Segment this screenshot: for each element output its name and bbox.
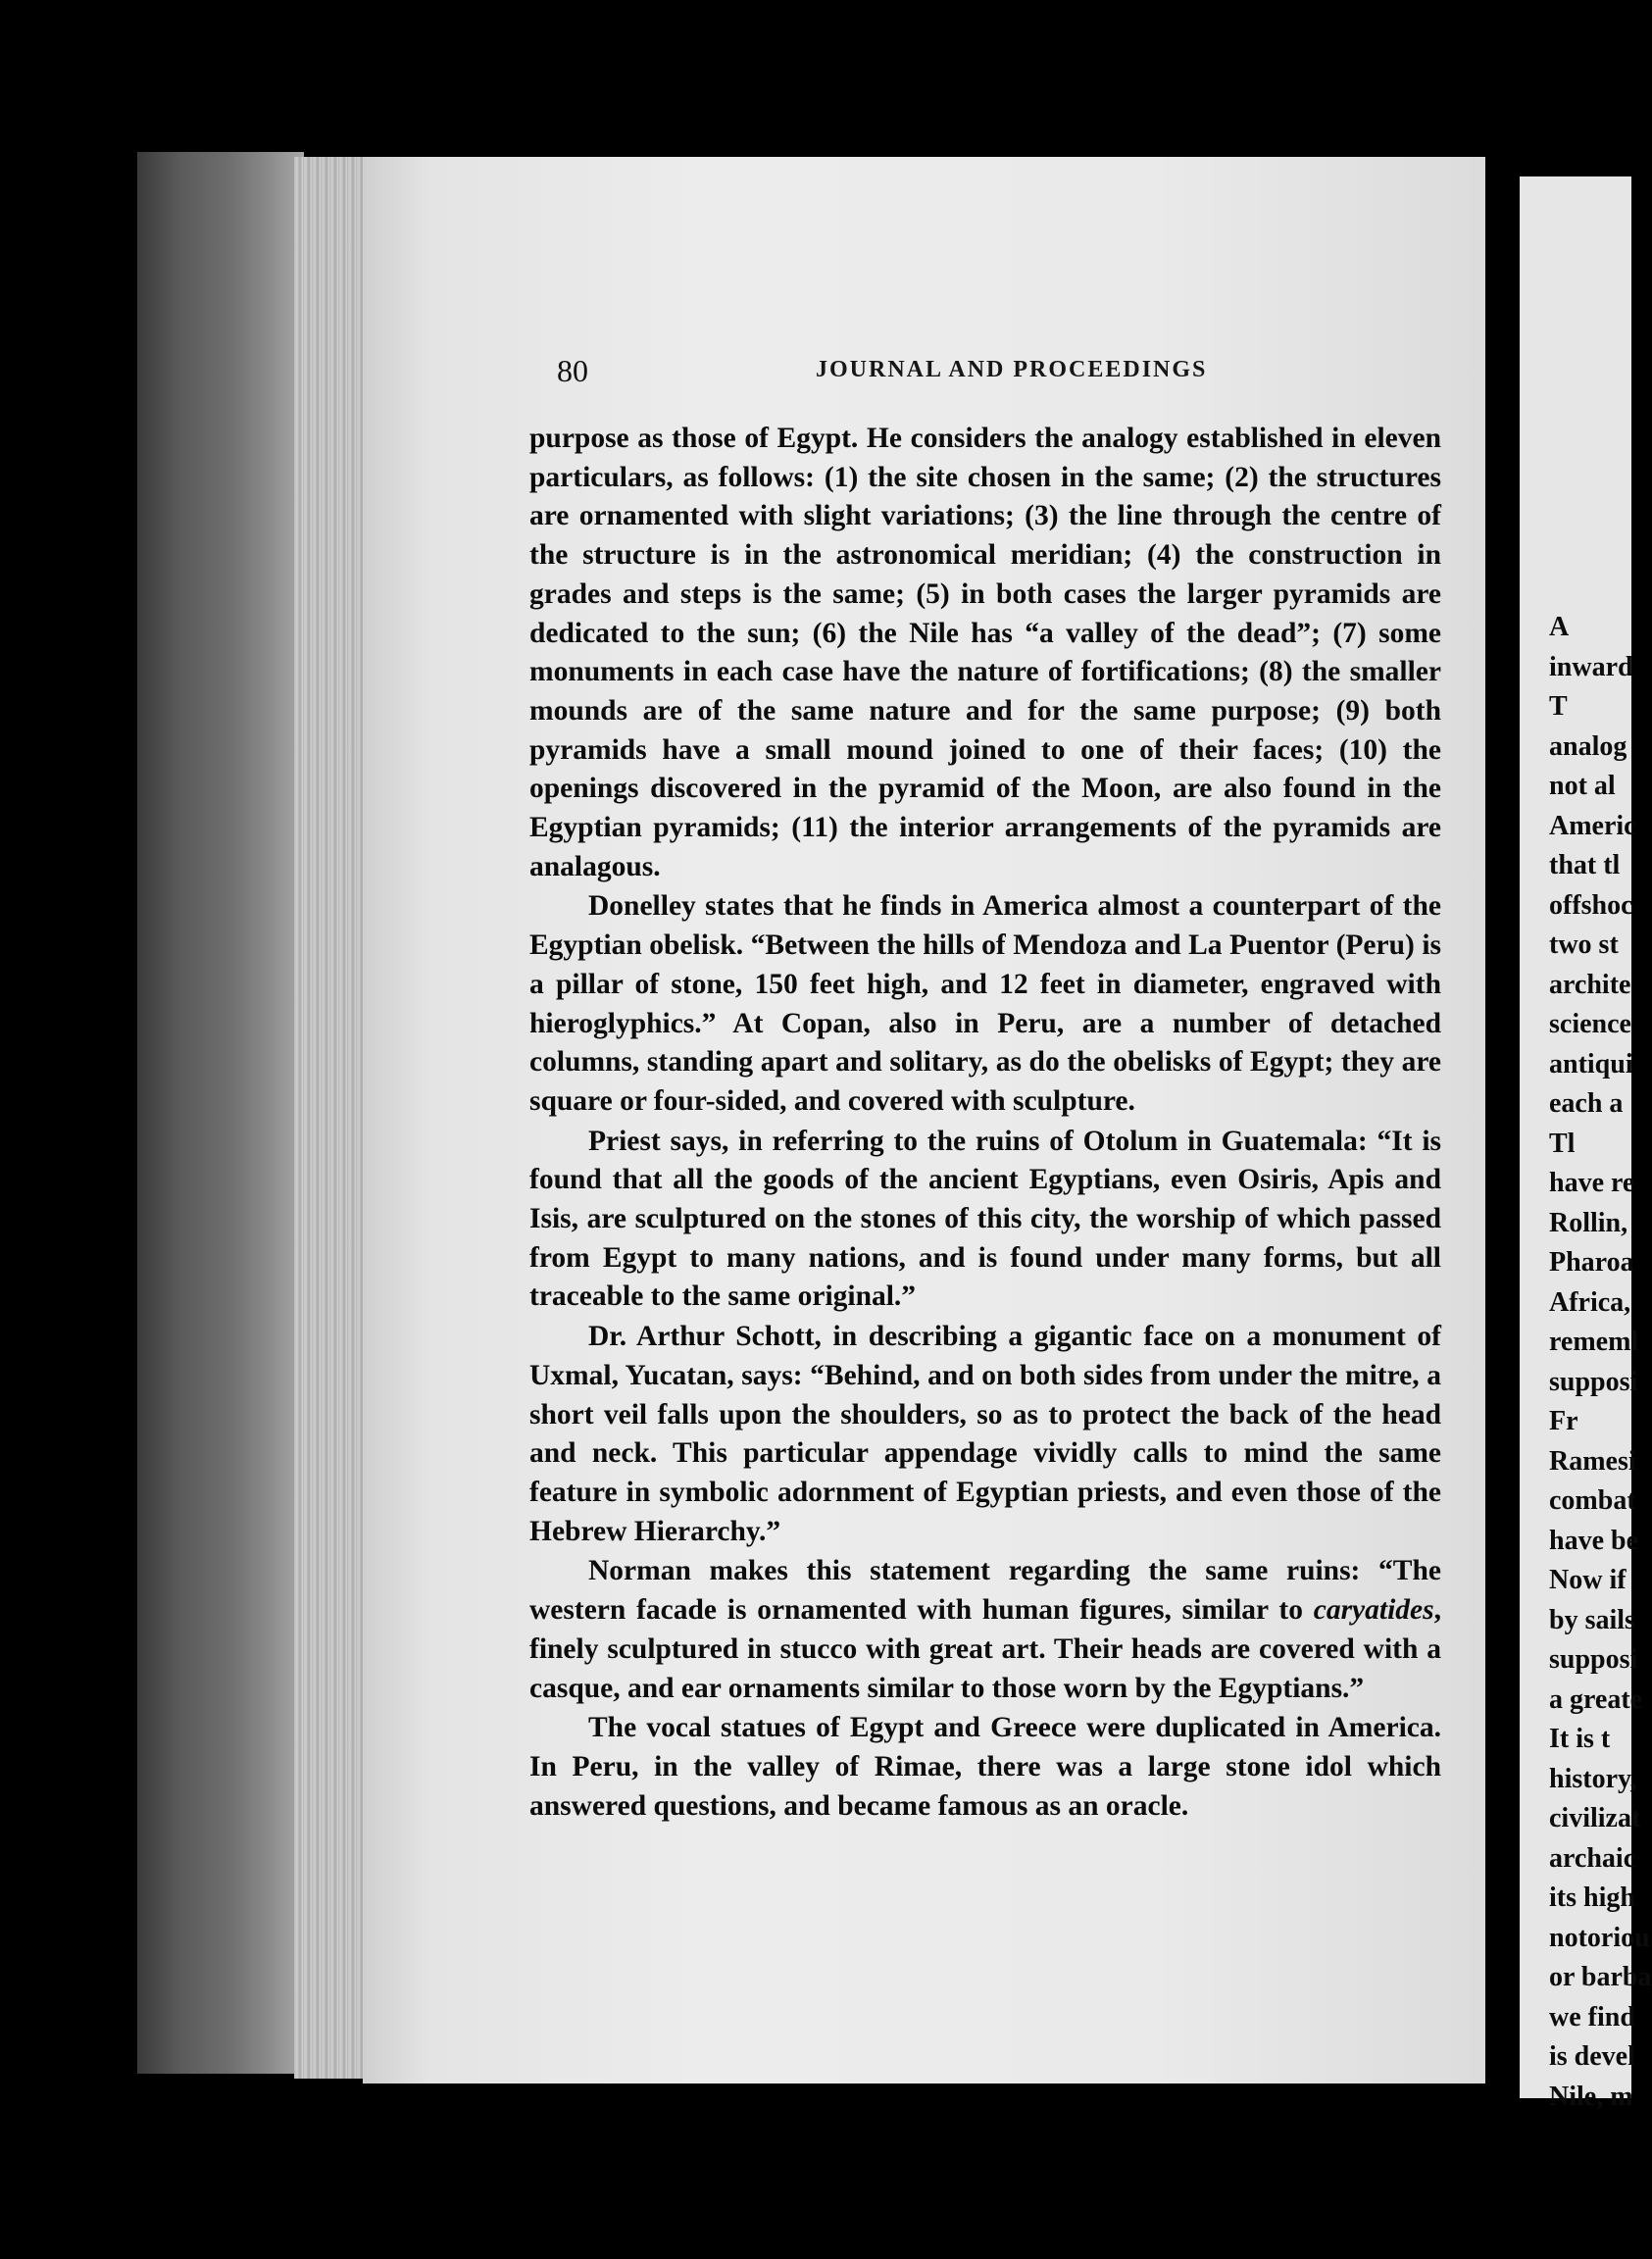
facing-page-line: notoriou (1549, 1922, 1650, 1953)
facing-page-line: inward (1549, 651, 1633, 682)
paragraph-priest: Priest says, in referring to the ruins of Otolum in Guatemala: “It is found that all the goods of the ancient Egyptians, even Osiris, Apis and Isis, are sculptured on the stones of this city, the worship of which passed from Egypt to many nations, and is found under many forms, but all traceable to the same original.” (529, 1125, 1441, 1313)
facing-page-line: antiqui (1549, 1048, 1633, 1079)
page-body (529, 420, 1441, 1827)
norman-text-after: , finely sculptured in stucco with great art. Their heads are covered with a casque, and ear ornaments similar to those worn by the Egyptians.” (529, 1594, 1441, 1704)
page-number: 80 (557, 353, 588, 388)
facing-page-line: history, (1549, 1763, 1637, 1794)
facing-page-line: a greate (1549, 1683, 1643, 1715)
book-binding-edge (137, 152, 304, 2074)
facing-page-line: is devel (1549, 2041, 1635, 2072)
norman-italic-term: caryatides (1313, 1594, 1434, 1627)
facing-page-line: we find (1549, 2001, 1635, 2033)
facing-page-line: have re (1549, 1168, 1635, 1198)
facing-page-line: not al (1549, 771, 1616, 801)
facing-page-line: civilizat (1549, 1803, 1641, 1833)
facing-page-line: analog (1549, 730, 1627, 762)
facing-page-line: supposi (1549, 1366, 1638, 1397)
facing-page-line: Ramesi (1549, 1445, 1636, 1477)
facing-page-line: Americ (1549, 810, 1636, 841)
facing-page-line: A (1549, 612, 1570, 642)
page-stack-edges (294, 157, 373, 2079)
facing-page-line: supposi (1549, 1644, 1638, 1675)
facing-page-line: combat (1549, 1485, 1636, 1516)
facing-page-line: T (1549, 691, 1568, 722)
facing-page-line: It is t (1549, 1724, 1611, 1754)
facing-page-fragment (1520, 176, 1652, 2112)
facing-page-line: archite (1549, 969, 1631, 1000)
page-header (559, 353, 1343, 392)
facing-page-line: two st (1549, 929, 1619, 960)
paragraph-schott: Dr. Arthur Schott, in describing a gigantic face on a monument of Uxmal, Yucatan, says: “Behind, and on both sides from under the mitre, a short veil falls upon the shoulders, so as to protect the back of the head and neck. This particular appendage vividly calls to mind the same feature in symbolic adornment of Egyptian priests, and even those of the Hebrew Hierarchy.” (529, 1321, 1441, 1547)
facing-page-line: science (1549, 1009, 1631, 1039)
paragraph-norman (529, 1552, 1441, 1708)
norman-text-before: Norman makes this statement regarding the same ruins: “The western facade is ornamented with human figures, similar to (529, 1555, 1441, 1627)
facing-page-line: or barba (1549, 1962, 1652, 1992)
facing-page-line: its high (1549, 1882, 1635, 1913)
facing-page-line: Rollin, (1549, 1207, 1628, 1238)
facing-page-line: Pharoa (1549, 1247, 1634, 1278)
facing-page-line: Fr (1549, 1406, 1578, 1436)
paragraph-donelley: Donelley states that he finds in America almost a counterpart of the Egyptian obelisk. “Between the hills of Mendoza and La Puentor (Peru) is a pillar of stone, 150 feet high, and 12 feet in diameter, engraved with hieroglyphics.” At Copan, also in Peru, are a number of detached columns, standing apart and solitary, as do the obelisks of Egypt; they are square or four-sided, and covered with sculpture. (529, 890, 1441, 1117)
facing-page-line: that tl (1549, 850, 1621, 880)
facing-page-line: have be (1549, 1525, 1638, 1556)
facing-page-line: Tl (1549, 1128, 1576, 1159)
facing-page-line: by sails (1549, 1604, 1635, 1635)
paragraph-egypt-analogy: purpose as those of Egypt. He considers the analogy established in eleven particulars, as follows: (1) the site chosen in the same; (2) the structures are ornamented with slight variations; (3) the line through the centre of the structure is in the astronomical meridian; (4) the construction in grades and steps is the same; (5) in both cases the larger pyramids are dedicated to the sun; (6) the Nile has “a valley of the dead”; (7) some monuments in each case have the nature of fortifications; (8) the smaller mounds are of the same nature and for the same purpose; (9) both pyramids have a small mound joined to one of their faces; (10) the openings discovered in the pyramid of the Moon, are also found in the Egyptian pyramids; (11) the interior arrangements of the pyramids are analagous. (529, 423, 1441, 882)
facing-page-lines (1549, 608, 1652, 2117)
facing-page-line: Nile, m (1549, 2081, 1633, 2112)
facing-page-line: Now if (1549, 1565, 1627, 1595)
facing-page-line: rememl (1549, 1327, 1639, 1357)
facing-page-line: each a (1549, 1088, 1624, 1119)
running-title: JOURNAL AND PROCEEDINGS (816, 357, 1208, 382)
paragraph-vocal-statues: The vocal statues of Egypt and Greece were duplicated in America. In Peru, in the valley of Rimae, there was a large stone idol which answered questions, and became famous as an oracle. (529, 1712, 1441, 1822)
facing-page-line: archaic (1549, 1842, 1636, 1874)
facing-page-line: offshoc (1549, 889, 1633, 921)
facing-page-line: Africa, (1549, 1286, 1631, 1318)
